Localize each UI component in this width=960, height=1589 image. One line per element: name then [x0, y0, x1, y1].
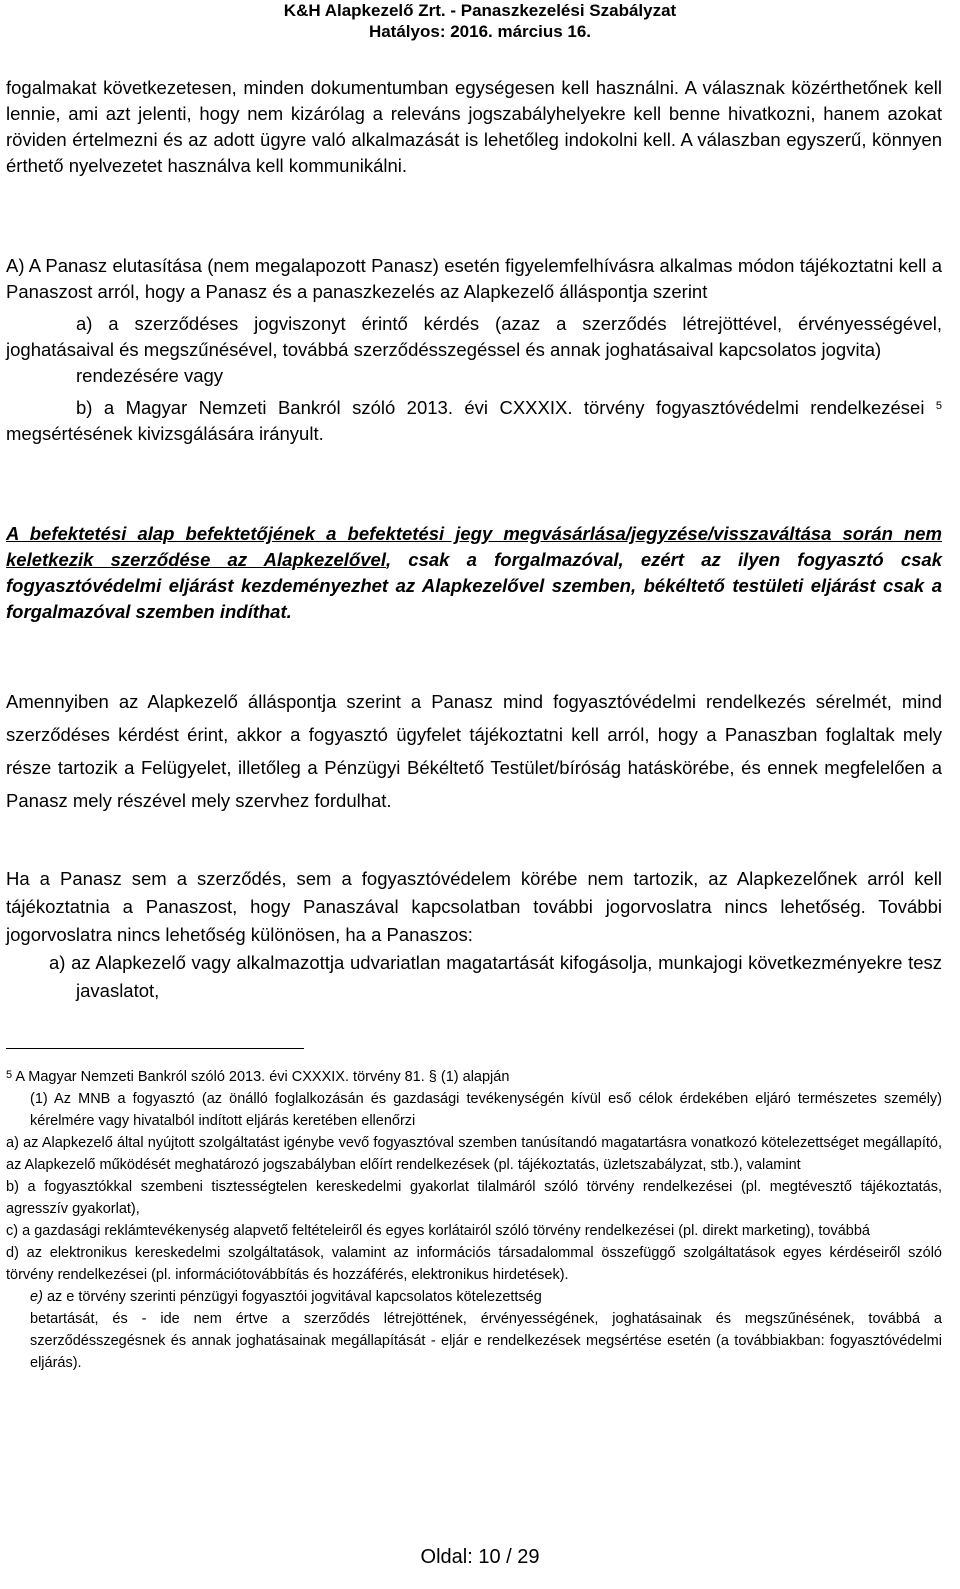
- page-number: Oldal: 10 / 29: [420, 1546, 540, 1568]
- rejection-item-b: b) a Magyar Nemzeti Bankról szóló 2013. évi CXXXIX. törvény fogyasztóvédelmi rendelkezései $^5$ megsértésének kivizsgálására irányult.: [6, 397, 943, 444]
- footnote-5-title: $^5$ A Magyar Nemzeti Bankról szóló 2013. évi CXXXIX. törvény 81. § (1) alapján: [6, 1069, 510, 1085]
- fund-investor-text: A befektetési alap befektetőjének a befektetési jegy megvásárlása/jegyzése/visszaváltása során nem keletkezik szerződése az Alapkezelővel, csak a forgalmazóval, ezért az ilyen fogyasztó csak fogyasztóvédelmi eljárást kezdeményezhet az Alapkezelővel szemben, békéltető testületi eljárást csak a forgalmazóval szemben indíthat.: [6, 523, 942, 622]
- paragraph-text: fogalmakat következetesen, minden dokumentumban egységesen kell használni. A válasznak közérthetőnek kell lennie, ami azt jelenti, hogy nem kizárólag a releváns jogszabályhelyekre kell benne hivatkozni, hanem azokat röviden értelmezni és az adott ügyre való alkalmazását is lehetőleg indokolni kell. A válaszban egyszerű, könnyen érthető nyelvezetet használva kell kommunikálni.: [6, 77, 942, 176]
- footnotes: [6, 1066, 942, 1374]
- no-remedy-text: Ha a Panasz sem a szerződés, sem a fogyasztóvédelem körébe nem tartozik, az Alapkezelőnek arról kell tájékoztatnia a Panaszost, hogy Panaszával kapcsolatban további jogorvoslatra nincs lehetőség. További jogorvoslatra nincs lehetőség különösen, ha a Panaszos:: [6, 868, 942, 945]
- paragraph-communication: [6, 75, 942, 179]
- footnote-separator: [6, 1048, 304, 1049]
- footnote-5-item-a: a) az Alapkezelő által nyújtott szolgáltatást igénybe vevő fogyasztóval szemben tanúsítandó magatartásra vonatkozó kötelezettséget megállapító, az Alapkezelő működését meghatározó jogszabályban előírt rendelkezések (pl. tájékoztatás, üzletszabályzat, stb.), valamint: [6, 1135, 942, 1173]
- footnote-5-item-b: b) a fogyasztókkal szembeni tisztességtelen kereskedelmi gyakorlat tilalmáról szóló törvény rendelkezései (pl. megtévesztő tájékoztatás, agresszív gyakorlat),: [6, 1179, 942, 1217]
- mixed-complaint-text: Amennyiben az Alapkezelő álláspontja szerint a Panasz mind fogyasztóvédelmi rendelkezés sérelmét, mind szerződéses kérdést érint, akkor a fogyasztó ügyfelet tájékoztatni kell arról, hogy a Panaszban foglaltak mely része tartozik a Felügyelet, illetőleg a Pénzügyi Békéltető Testület/bíróság hatáskörébe, és ennek megfelelően a Panasz mely részével mely szervhez fordulhat.: [6, 691, 942, 811]
- document-title: K&H Alapkezelő Zrt. - Panaszkezelési Szabályzat: [283, 1, 677, 20]
- rejection-item-a-tail: rendezésére vagy: [76, 365, 224, 386]
- footnote-5-item-e: e) az e törvény szerinti pénzügyi fogyasztói jogvitával kapcsolatos kötelezettség: [30, 1289, 542, 1305]
- footnote-5-item-e-continuation: betartását, és - ide nem értve a szerződés létrejöttének, érvényességének, joghatásainak és megszűnésének, továbbá a szerződésszegésnek és annak joghatásainak megállapítását - eljár e rendelkezések megsértése esetén (a továbbiakban: fogyasztóvédelmi eljárás).: [30, 1311, 942, 1371]
- page-header: [0, 0, 960, 42]
- no-remedy-item-a: a) az Alapkezelő vagy alkalmazottja udvariatlan magatartását kifogásolja, munkajogi következményekre tesz javaslatot,: [49, 952, 942, 1001]
- rejection-intro: A) A Panasz elutasítása (nem megalapozott Panasz) esetén figyelemfelhívásra alkalmas módon tájékoztatni kell a Panaszost arról, hogy a Panasz és a panaszkezelés az Alapkezelő álláspontja szerint: [6, 255, 942, 302]
- effective-date: Hatályos: 2016. március 16.: [368, 22, 592, 41]
- paragraph-mixed-complaint: [6, 685, 942, 817]
- paragraph-rejection: [6, 253, 942, 447]
- footnote-5-paragraph-1: (1) Az MNB a fogyasztó (az önálló foglalkozásán és gazdasági tevékenységén kívül eső célok érdekében eljáró természetes személy) kérelmére vagy hivatalból indított eljárás keretében ellenőrzi: [30, 1091, 942, 1129]
- paragraph-fund-investor: [6, 521, 942, 625]
- footnote-5-item-c: c) a gazdasági reklámtevékenység alapvető feltételeiről és egyes korlátairól szóló törvény rendelkezései (pl. direkt marketing), továbbá: [6, 1223, 870, 1239]
- footnote-marker: 5: [6, 1069, 13, 1081]
- footnote-5-item-d: d) az elektronikus kereskedelmi szolgáltatások, valamint az információs társadalommal összefüggő szolgáltatások egyes kérdéseiről szóló törvény rendelkezései (pl. információtovábbítás és hozzáférés, elektronikus hirdetések).: [6, 1245, 942, 1283]
- footnote-reference[interactable]: 5: [935, 400, 943, 412]
- paragraph-no-remedy: [6, 865, 942, 1005]
- rejection-item-a: a) a szerződéses jogviszonyt érintő kérdés (azaz a szerződés létrejöttével, érvényességével, joghatásaival és megszűnésével, továbbá szerződésszegéssel és annak joghatásaival kapcsolatos jogvita): [6, 313, 942, 360]
